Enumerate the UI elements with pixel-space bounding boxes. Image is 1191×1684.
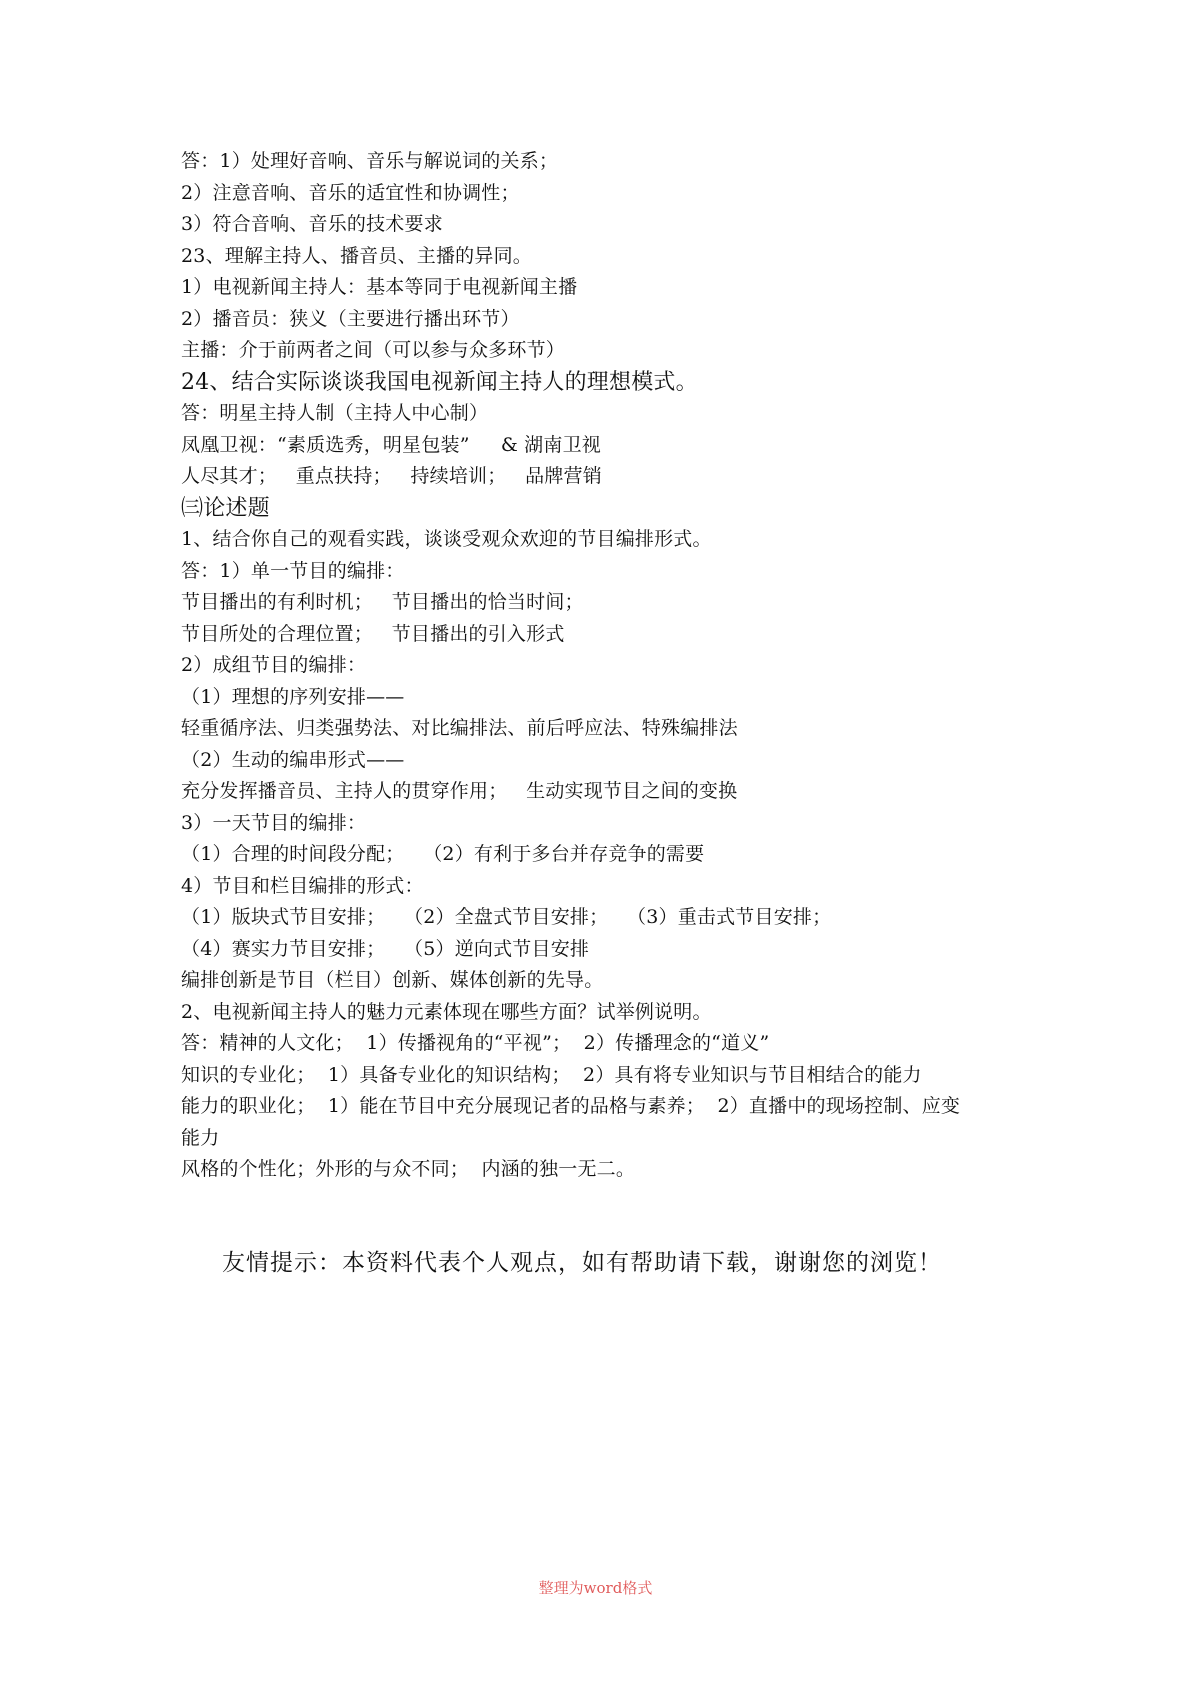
text-line: 节目所处的合理位置； 节目播出的引入形式	[181, 622, 565, 645]
text-line: 编排创新是节目（栏目）创新、媒体创新的先导。	[181, 969, 604, 991]
text-line: 风格的个性化；外形的与众不同； 内涵的独一无二。	[181, 1158, 636, 1180]
text-line: ㈢论述题	[181, 495, 270, 521]
text-line: 知识的专业化； 1）具备专业化的知识结构； 2）具有将专业知识与节目相结合的能力	[181, 1063, 922, 1086]
text-line: （4）赛实力节目安排； （5）逆向式节目安排	[181, 937, 590, 960]
text-line: 凤凰卫视：“素质选秀，明星包装” & 湖南卫视	[181, 433, 601, 456]
text-line: 能力的职业化； 1）能在节目中充分展现记者的品格与素养； 2）直播中的现场控制、应变	[181, 1095, 961, 1117]
text-line: （1）合理的时间段分配； （2）有利于多台并存竞争的需要	[181, 843, 705, 865]
document-body	[181, 146, 1021, 1186]
text-line: 答：1）单一节目的编排：	[181, 559, 405, 582]
text-line: 能力	[181, 1126, 220, 1149]
text-line: 1）电视新闻主持人：基本等同于电视新闻主播	[181, 276, 578, 298]
text-line: 充分发挥播音员、主持人的贯穿作用； 生动实现节目之间的变换	[181, 780, 738, 802]
text-line: 2、电视新闻主持人的魅力元素体现在哪些方面？试举例说明。	[181, 1000, 712, 1023]
friendly-tip: 友情提示：本资料代表个人观点，如有帮助请下载，谢谢您的浏览！	[222, 1250, 942, 1276]
text-line: 人尽其才； 重点扶持； 持续培训； 品牌营销	[181, 465, 602, 487]
text-line: 24、结合实际谈谈我国电视新闻主持人的理想模式。	[181, 369, 698, 395]
text-line: 4）节目和栏目编排的形式：	[181, 874, 424, 897]
text-line: 答：精神的人文化； 1）传播视角的“平视”； 2）传播理念的“道义”	[181, 1032, 770, 1054]
text-line: 答：明星主持人制（主持人中心制）	[181, 402, 489, 424]
text-line: （1）理想的序列安排——	[181, 685, 405, 708]
text-line: 1、结合你自己的观看实践，谈谈受观众欢迎的节目编排形式。	[181, 528, 712, 550]
page-footer: 整理为word格式	[538, 1579, 653, 1597]
text-line: 2）成组节目的编排：	[181, 654, 367, 676]
text-line: 2）播音员：狭义（主要进行播出环节）	[181, 307, 520, 330]
text-line: 答：1）处理好音响、音乐与解说词的关系；	[181, 150, 559, 172]
text-line: 轻重循序法、归类强势法、对比编排法、前后呼应法、特殊编排法	[181, 717, 738, 739]
text-line: 3）符合音响、音乐的技术要求	[181, 213, 443, 235]
text-line: 节目播出的有利时机； 节目播出的恰当时间；	[181, 591, 584, 613]
text-line: 23、理解主持人、播音员、主播的异同。	[181, 244, 532, 267]
text-line: （1）版块式节目安排； （2）全盘式节目安排； （3）重击式节目安排；	[181, 906, 832, 928]
text-line: 3）一天节目的编排：	[181, 811, 367, 834]
text-line: 主播：介于前两者之间（可以参与众多环节）	[181, 339, 566, 361]
text-line: （2）生动的编串形式——	[181, 748, 405, 771]
text-line: 2）注意音响、音乐的适宜性和协调性；	[181, 181, 520, 204]
